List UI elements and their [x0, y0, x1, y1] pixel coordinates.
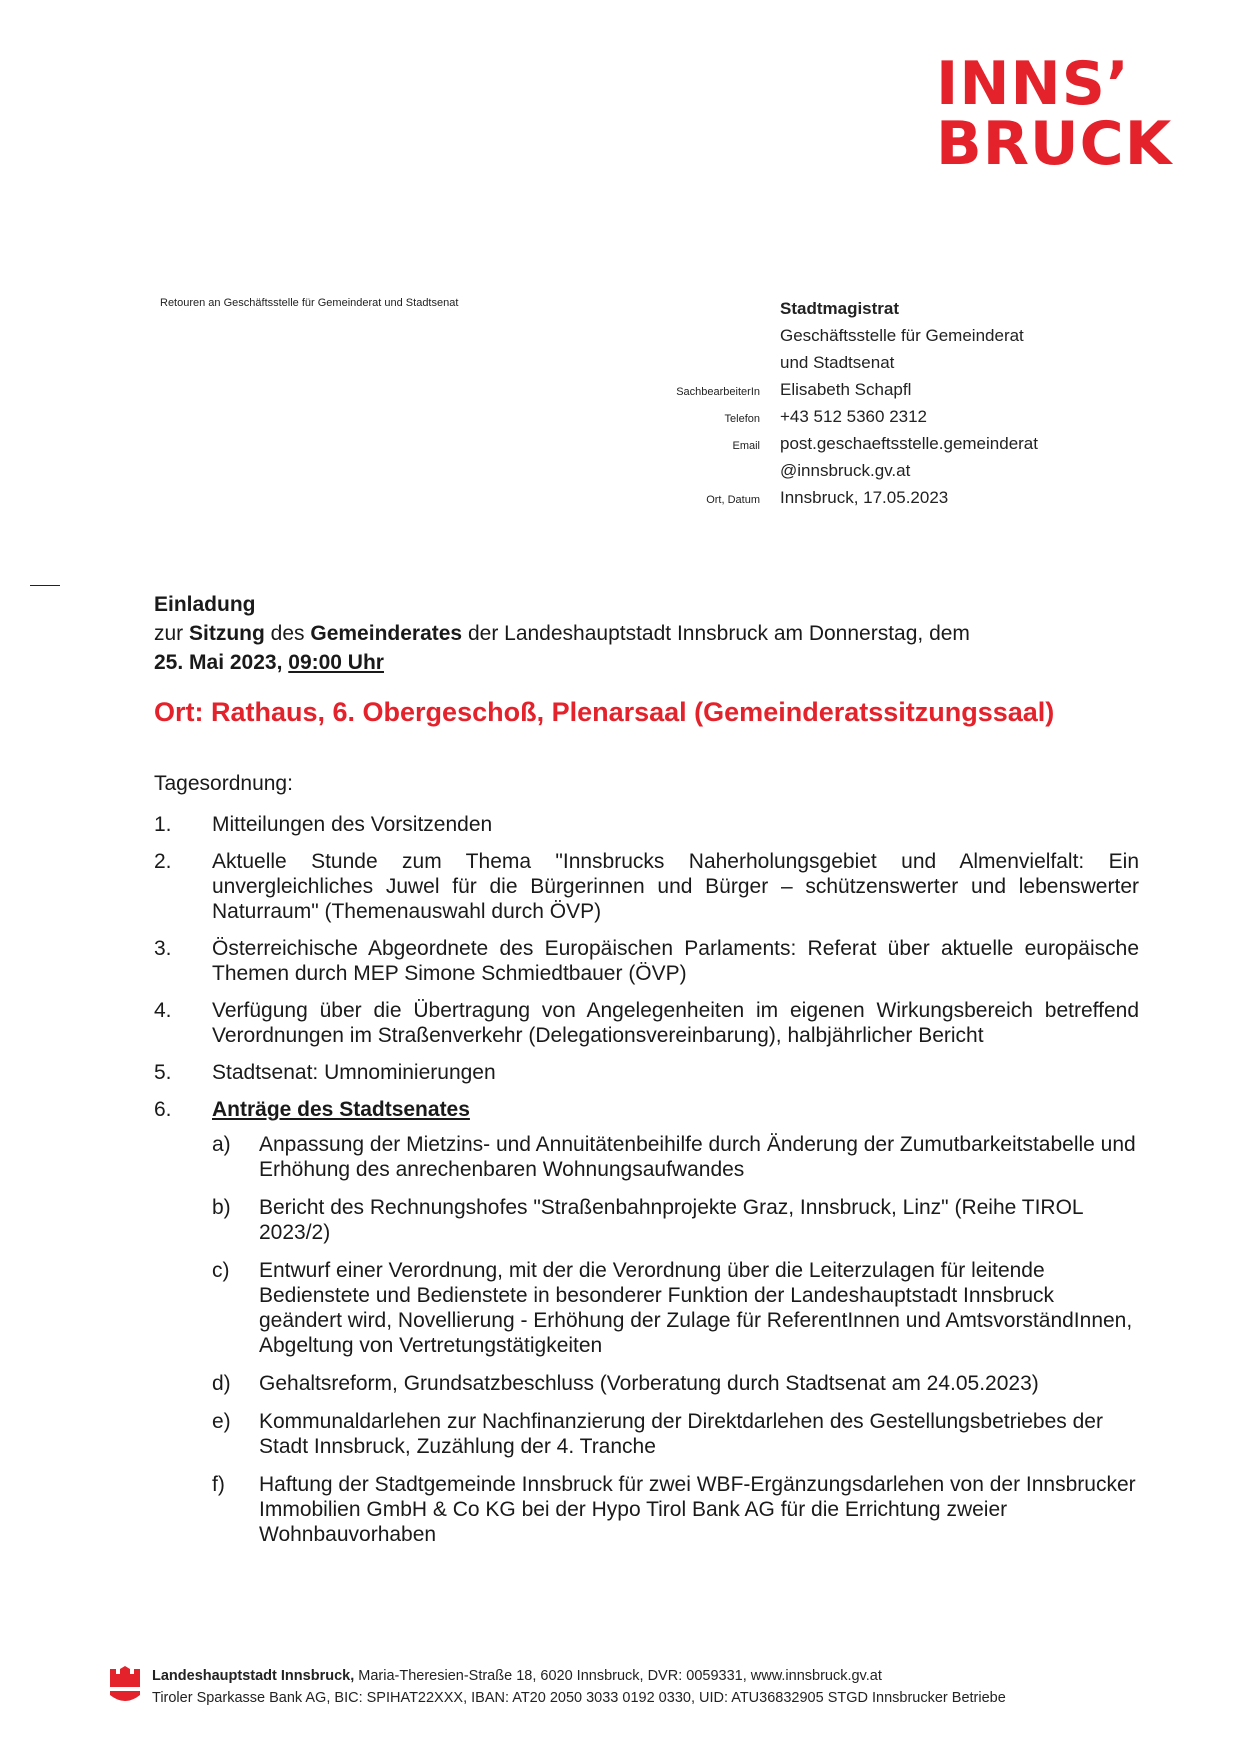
agenda-subitem — [212, 1258, 1139, 1358]
subitem-letter: a) — [212, 1133, 231, 1156]
agenda-num: 5. — [154, 1061, 172, 1084]
subitem-letter: d) — [212, 1372, 231, 1395]
agenda-num: 4. — [154, 999, 172, 1022]
agenda-item — [154, 1060, 1139, 1085]
invitation-sitzung: Sitzung — [189, 622, 265, 645]
email-value-2: @innsbruck.gv.at — [780, 461, 911, 480]
agenda-num: 6. — [154, 1098, 172, 1121]
phone-value: +43 512 5360 2312 — [780, 407, 928, 426]
footer-bank: Tiroler Sparkasse Bank AG, BIC: SPIHAT22XXX, IBAN: AT20 2050 3033 0192 0330, UID: ATU36832905 STGD Innsbrucker Betriebe — [152, 1690, 1006, 1706]
date-value: Innsbruck, 17.05.2023 — [780, 488, 949, 507]
sender-org: Stadtmagistrat — [780, 299, 900, 318]
email-label: Email — [732, 440, 760, 452]
phone-label: Telefon — [724, 413, 760, 425]
location-heading: Ort: Rathaus, 6. Obergeschoß, Plenarsaal (Gemeinderatssitzungssaal) — [154, 697, 1055, 727]
agenda-item — [154, 1097, 1139, 1122]
invitation-datetime — [154, 648, 1154, 677]
subitem-text: Kommunaldarlehen zur Nachfinanzierung der Direktdarlehen des Gestellungsbetriebes der Stadt Innsbruck, Zuzählung der 4. Tranche — [259, 1410, 1103, 1458]
sender-dept-1: Geschäftsstelle für Gemeinderat — [780, 326, 1024, 345]
subitem-text: Bericht des Rechnungshofes "Straßenbahnprojekte Graz, Innsbruck, Linz" (Reihe TIROL 2023/2) — [259, 1196, 1083, 1244]
agenda-subitem — [212, 1195, 1139, 1245]
subitem-text: Anpassung der Mietzins- und Annuitätenbeihilfe durch Änderung der Zumutbarkeitstabelle und Erhöhung des anrechenbaren Wohnungsaufwandes — [259, 1133, 1136, 1181]
invitation-mid2: der Landeshauptstadt Innsbruck am Donnerstag, dem — [462, 622, 970, 645]
return-address: Retouren an Geschäftsstelle für Gemeinderat und Stadtsenat — [160, 297, 459, 309]
agenda-text: Anträge des Stadtsenates — [212, 1098, 470, 1121]
city-crest-icon — [108, 1665, 142, 1705]
agenda-subitem — [212, 1371, 1139, 1396]
agenda-item — [154, 936, 1139, 986]
logo-line-1: INNS’ — [936, 49, 1130, 119]
agenda-title: Tagesordnung: — [154, 772, 293, 795]
agenda-subitem — [212, 1472, 1139, 1547]
subitem-letter: c) — [212, 1259, 230, 1282]
agenda-num: 2. — [154, 850, 172, 873]
invitation-gemeinderates: Gemeinderates — [310, 622, 463, 645]
innsbruck-logo — [936, 49, 1180, 179]
agenda-item — [154, 998, 1139, 1048]
clerk-label: SachbearbeiterIn — [676, 386, 760, 398]
subitem-letter: f) — [212, 1473, 225, 1496]
invitation-time: 09:00 Uhr — [288, 651, 384, 674]
invitation-line — [154, 619, 1154, 648]
subitem-text: Haftung der Stadtgemeinde Innsbruck für zwei WBF-Ergänzungsdarlehen von der Innsbrucker Immobilien GmbH & Co KG bei der Hypo Tirol Bank AG für die Errichtung zweier Wohnbauvorhaben — [259, 1473, 1136, 1546]
email-value-1: post.geschaeftsstelle.gemeinderat — [780, 434, 1038, 453]
sender-block — [640, 295, 1120, 511]
agenda-text: Mitteilungen des Vorsitzenden — [212, 813, 493, 836]
agenda-subitem — [212, 1132, 1139, 1182]
subitem-letter: b) — [212, 1196, 231, 1219]
invitation-block — [154, 590, 1154, 677]
fold-mark — [30, 585, 60, 586]
agenda-item — [154, 812, 1139, 837]
invitation-pre: zur — [154, 622, 190, 645]
logo-line-2: BRUCK — [936, 109, 1173, 179]
subitem-text: Gehaltsreform, Grundsatzbeschluss (Vorberatung durch Stadtsenat am 24.05.2023) — [259, 1372, 1039, 1395]
footer — [108, 1665, 1188, 1709]
sender-dept-2: und Stadtsenat — [780, 353, 895, 372]
subitem-letter: e) — [212, 1410, 231, 1433]
agenda-text: Verfügung über die Übertragung von Angelegenheiten im eigenen Wirkungsbereich betreffend Verordnungen im Straßenverkehr (Delegationsvereinbarung), halbjährlicher Bericht — [212, 999, 1139, 1047]
footer-address: Maria-Theresien-Straße 18, 6020 Innsbruck, DVR: 0059331, www.innsbruck.gv.at — [354, 1668, 882, 1684]
invitation-title: Einladung — [154, 593, 256, 616]
invitation-mid1: des — [264, 622, 311, 645]
subitem-text: Entwurf einer Verordnung, mit der die Verordnung über die Leiterzulagen für leitende Bedienstete und Bedienstete in besonderer Funktion der Landeshauptstadt Innsbruck geändert wird, Novellierung - Erhöhung der Zulage für ReferentInnen und AmtsvorständInnen, Abgeltung von Vertretungstätigkeiten — [259, 1259, 1133, 1357]
date-label: Ort, Datum — [706, 494, 760, 506]
footer-line-1 — [152, 1665, 1006, 1687]
clerk-name: Elisabeth Schapfl — [780, 380, 912, 399]
footer-name: Landeshauptstadt Innsbruck, — [152, 1668, 355, 1684]
agenda-list — [154, 812, 1139, 1560]
agenda-text: Österreichische Abgeordnete des Europäischen Parlaments: Referat über aktuelle europäische Themen durch MEP Simone Schmiedtbauer (ÖVP) — [212, 937, 1139, 985]
agenda-text: Stadtsenat: Umnominierungen — [212, 1061, 496, 1084]
agenda-item — [154, 849, 1139, 924]
agenda-num: 3. — [154, 937, 172, 960]
agenda-subitems — [212, 1132, 1139, 1547]
agenda-num: 1. — [154, 813, 172, 836]
invitation-date: 25. Mai 2023, — [154, 651, 283, 674]
agenda-subitem — [212, 1409, 1139, 1459]
agenda-text: Aktuelle Stunde zum Thema "Innsbrucks Naherholungsgebiet und Almenvielfalt: Ein unvergleichliches Juwel für die Bürgerinnen und Bürger – schützenswerter und lebenswerter Naturraum" (Themenauswahl durch ÖVP) — [212, 850, 1139, 923]
